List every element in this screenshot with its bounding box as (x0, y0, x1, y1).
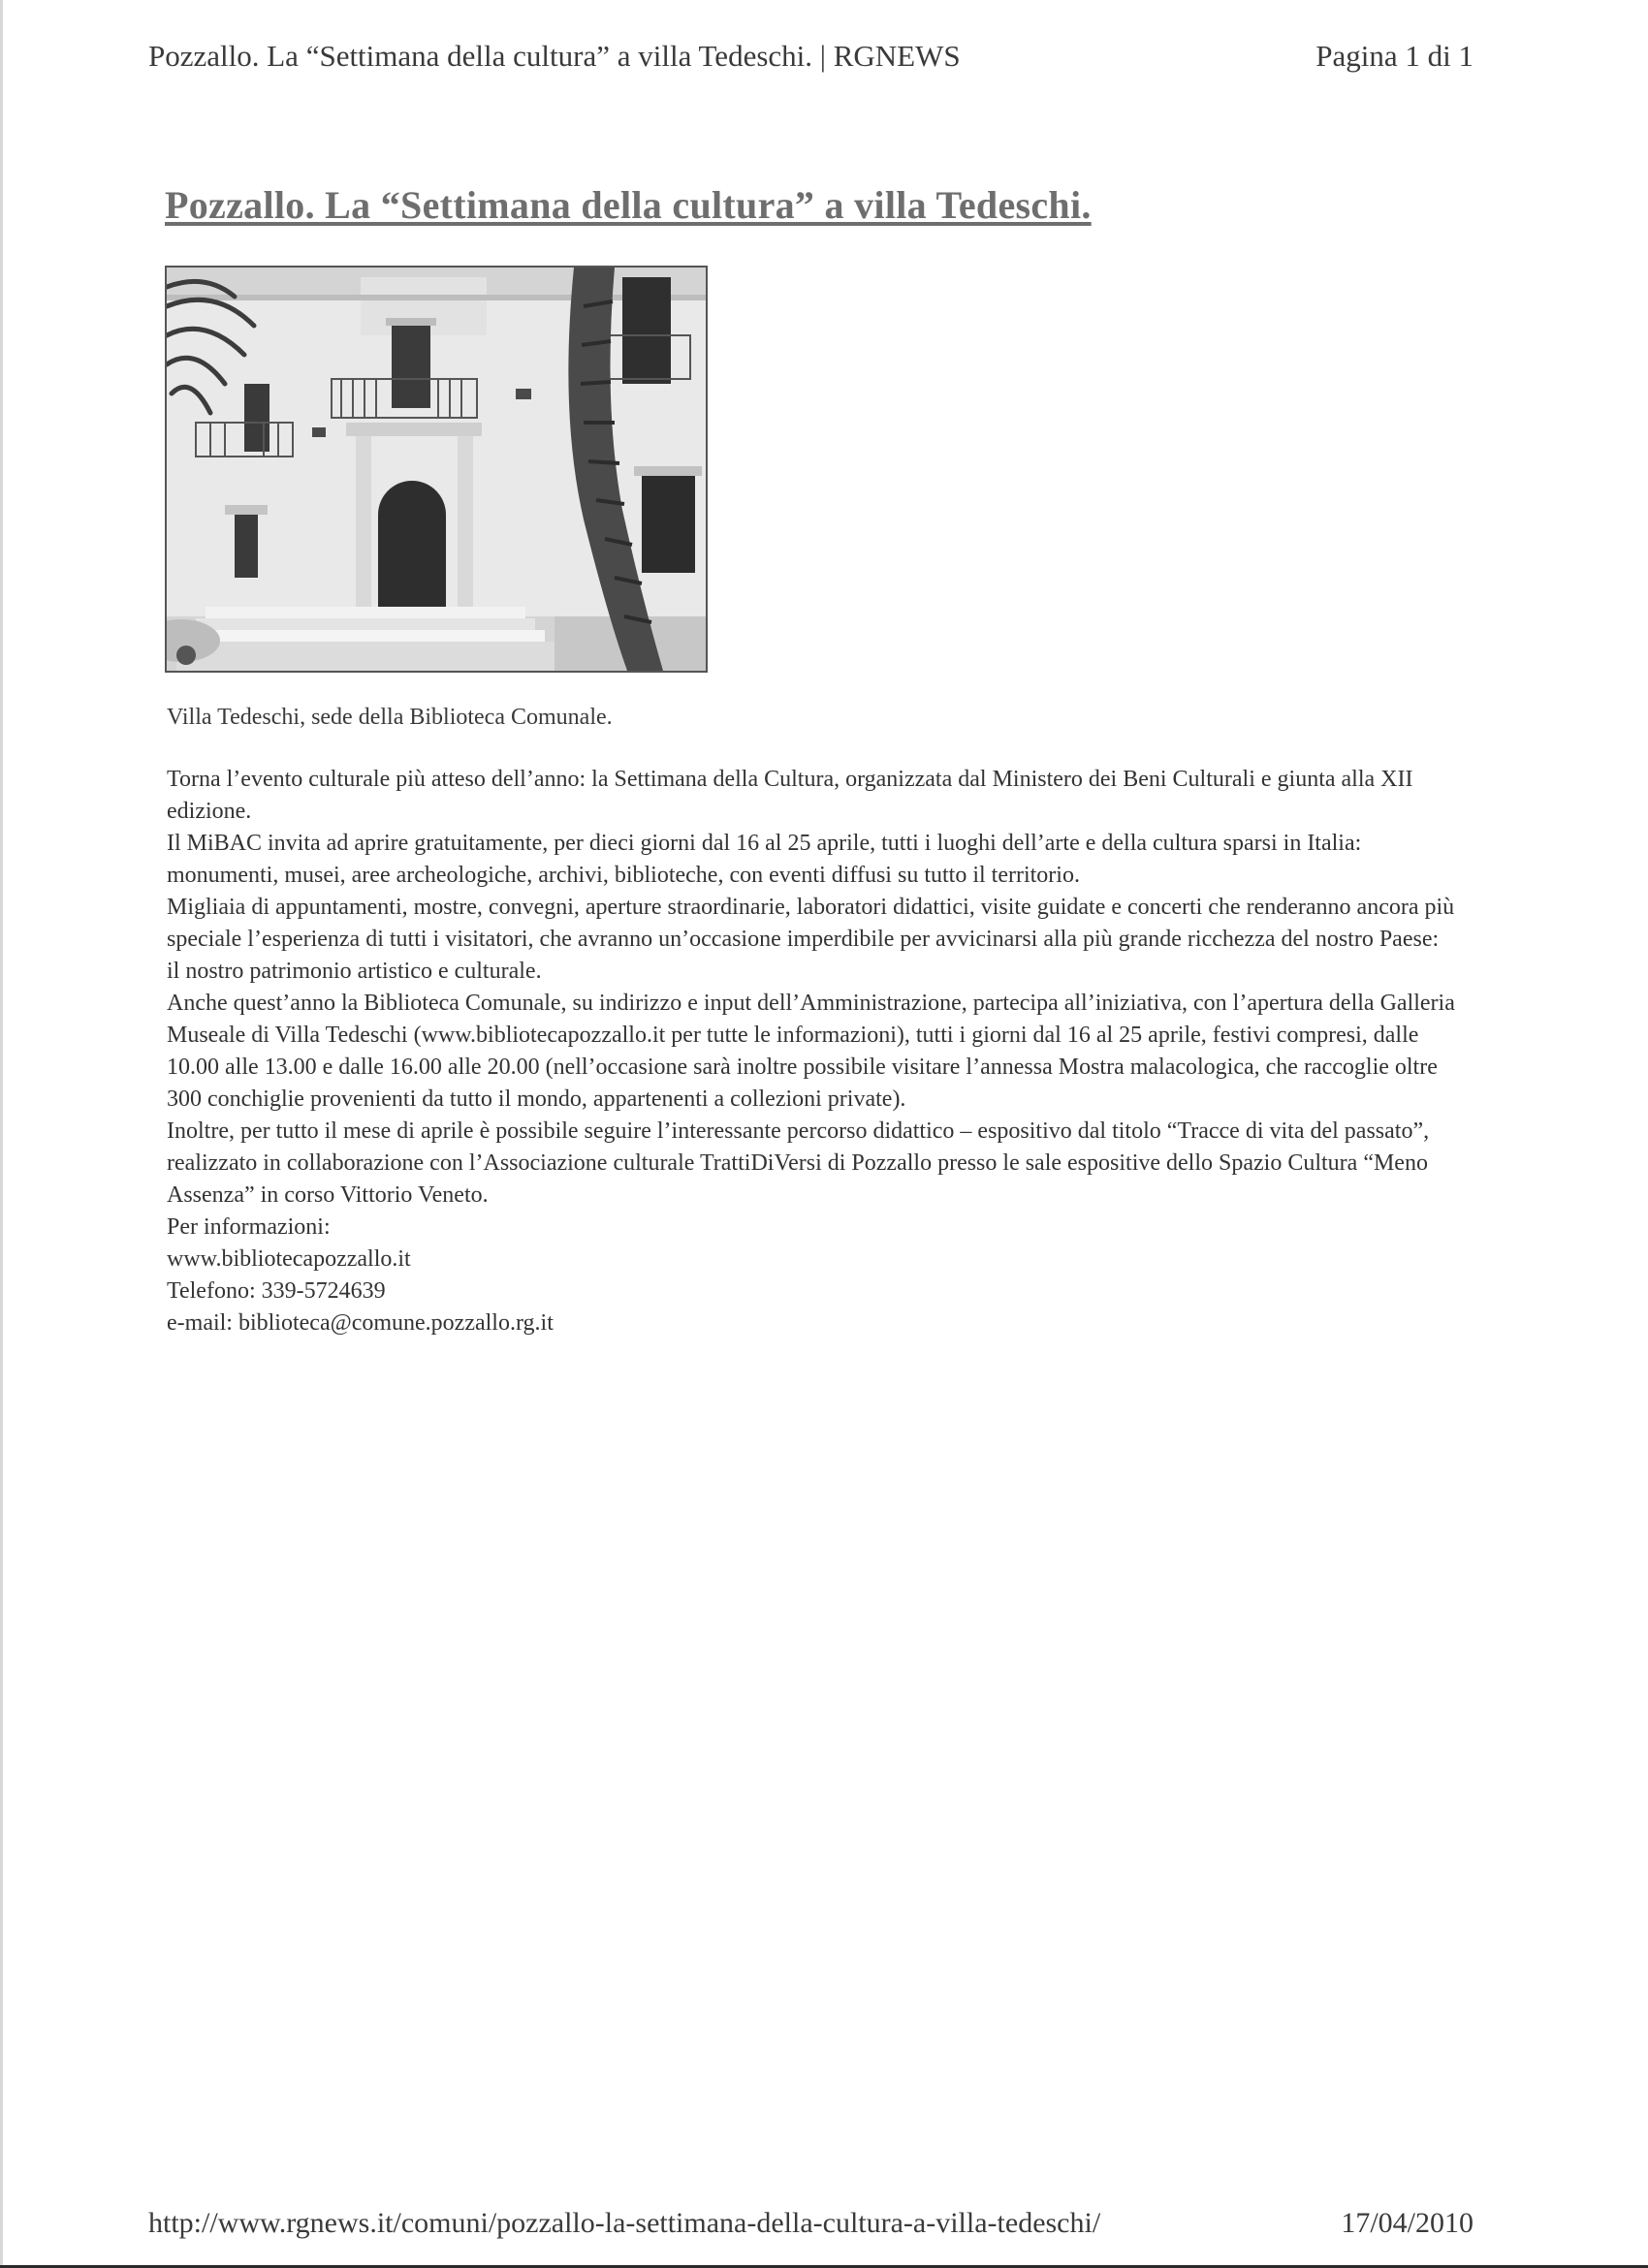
info-label: Per informazioni: (167, 1214, 331, 1240)
article-paragraph: Il MiBAC invita ad aprire gratuitamente, per dieci giorni dal 16 al 25 aprile, tutti i luoghi dell’arte e della cultura sparsi in Italia: monumenti, musei, aree archeologiche, archivi, biblioteche, con eventi diffusi su tutto il territorio. (167, 831, 1362, 888)
print-header-title: Pozzallo. La “Settimana della cultura” a villa Tedeschi. | RGNEWS (148, 39, 961, 73)
print-footer-url: http://www.rgnews.it/comuni/pozzallo-la-settimana-della-cultura-a-villa-tedeschi/ (148, 2207, 1101, 2239)
villa-tedeschi-photo (165, 266, 708, 673)
page-edge (0, 0, 3, 2268)
print-footer-date: 17/04/2010 (1341, 2207, 1474, 2239)
article-paragraph: Migliaia di appuntamenti, mostre, convegni, aperture straordinarie, laboratori didattici, visite guidate e concerti che renderanno ancora più speciale l’esperienza di tutti i visitatori, che avranno un’occasione imperdibile per avvicinarsi alla più grande ricchezza del nostro Paese: il nostro patrimonio artistico e culturale. (167, 895, 1455, 984)
phone-number: Telefono: 339-5724639 (167, 1278, 386, 1304)
article-title-link[interactable]: Pozzallo. La “Settimana della cultura” a villa Tedeschi. (165, 183, 1092, 227)
print-header-page-number: Pagina 1 di 1 (1315, 39, 1474, 73)
article-paragraph: Torna l’evento culturale più atteso dell’anno: la Settimana della Cultura, organizzata dal Ministero dei Beni Culturali e giunta alla XII edizione. (167, 767, 1413, 824)
article-paragraph: Inoltre, per tutto il mese di aprile è possibile seguire l’interessante percorso didattico – espositivo dal titolo “Tracce di vita del passato”, realizzato in collaborazione con l’Associazione culturale TrattiDiVersi di Pozzallo presso le sale espositive dello Spazio Cultura “Meno Assenza” in corso Vittorio Veneto. (167, 1118, 1430, 1208)
website-link[interactable]: www.bibliotecapozzallo.it (167, 1246, 411, 1272)
article-body (167, 764, 1456, 1339)
photo-caption: Villa Tedeschi, sede della Biblioteca Comunale. (167, 705, 613, 730)
article-paragraph: Anche quest’anno la Biblioteca Comunale, su indirizzo e input dell’Amministrazione, partecipa all’iniziativa, con l’apertura della Galleria Museale di Villa Tedeschi (www.bibliotecapozzallo.it per tutte le informazioni), tutti i giorni dal 16 al 25 aprile, festivi compresi, dalle 10.00 alle 13.00 e dalle 16.00 alle 20.00 (nell’occasione sarà inoltre possibile visitare l’annessa Mostra malacologica, che raccoglie oltre 300 conchiglie provenienti da tutto il mondo, appartenenti a collezioni private). (167, 991, 1455, 1112)
email-link[interactable]: e-mail: biblioteca@comune.pozzallo.rg.it (167, 1310, 554, 1336)
